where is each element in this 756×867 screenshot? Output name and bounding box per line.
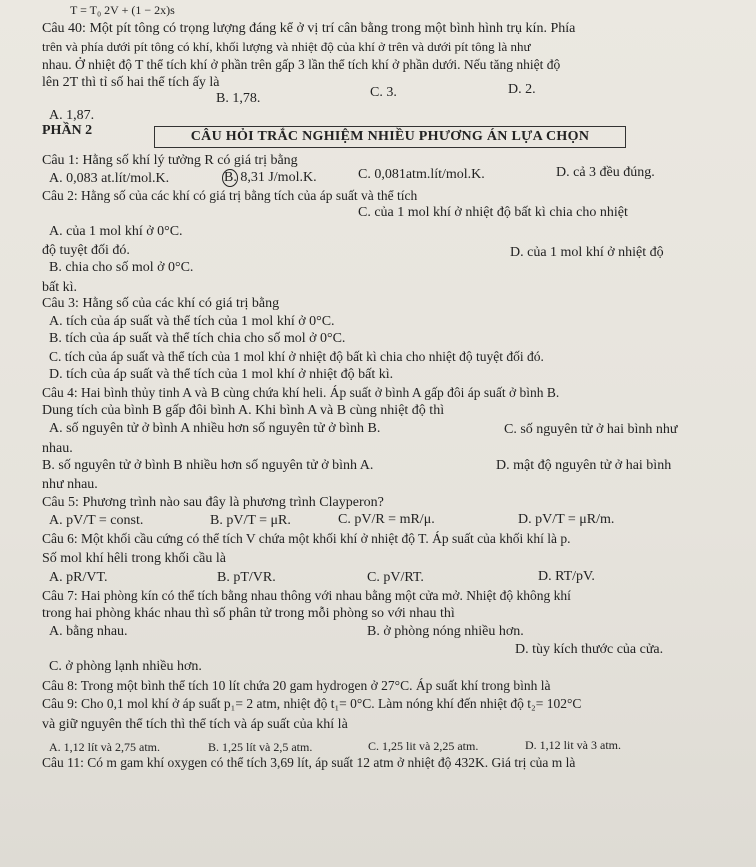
- q3-stem: Câu 3: Hằng số của các khí có giá trị bằng: [42, 296, 280, 311]
- q3-option-b: B. tích của áp suất và thể tích chia cho số mol ở 0°C.: [49, 331, 346, 346]
- q4-option-c: C. số nguyên tử ở hai bình như: [504, 422, 678, 437]
- q11-stem: Câu 11: Có m gam khí oxygen có thể tích 3,69 lít, áp suất 12 atm ở nhiệt độ 432K. Giá trị của m là: [42, 755, 576, 770]
- q40-line4: lên 2T thì tỉ số hai thể tích ấy là: [42, 75, 220, 90]
- q40-line2: trên và phía dưới pít tông có khí, khối lượng và nhiệt độ của khí ở trên và dưới pít tông là như: [42, 39, 531, 54]
- q8-stem: Câu 8: Trong một bình thể tích 10 lít chứa 20 gam hydrogen ở 27°C. Áp suất khí trong bình là: [42, 678, 551, 693]
- q9-option-a: A. 1,12 lít và 2,75 atm.: [49, 740, 160, 754]
- q5-option-d: D. pV/T = μR/m.: [518, 512, 615, 527]
- q1-option-b: B. 8,31 J/mol.K.: [224, 170, 317, 185]
- q40-option-c: C. 3.: [370, 85, 397, 100]
- q9-stem-2: và giữ nguyên thể tích thì thể tích và áp suất của khí là: [42, 717, 348, 732]
- q9-option-d: D. 1,12 lit và 3 atm.: [525, 738, 621, 752]
- q2-option-d: D. của 1 mol khí ở nhiệt độ: [510, 245, 664, 260]
- q6-stem-2: Số mol khí hêli trong khối cầu là: [42, 551, 226, 566]
- q7-option-c: C. ở phòng lạnh nhiều hơn.: [49, 659, 202, 674]
- q5-option-c: C. pV/R = mR/μ.: [338, 512, 435, 527]
- q40-line1: Câu 40: Một pít tông có trọng lượng đáng kể ở vị trí cân bằng trong một bình hình trụ kín. Phía: [42, 21, 576, 36]
- selected-answer-mark: [222, 169, 238, 187]
- q6-option-c: C. pV/RT.: [367, 570, 424, 585]
- q3-option-c: C. tích của áp suất và thể tích của 1 mol khí ở nhiệt độ bất kì chia cho nhiệt độ tuyệt đối đó.: [49, 349, 544, 364]
- q7-option-b: B. ở phòng nóng nhiều hơn.: [367, 624, 524, 639]
- q2-option-c-cont: độ tuyệt đối đó.: [42, 243, 130, 258]
- q4-option-d: D. mật độ nguyên tử ở hai bình: [496, 458, 672, 473]
- q9-stem-1: Câu 9: Cho 0,1 mol khí ở áp suất p₁= 2 atm, nhiệt độ t₁= 0°C. Làm nóng khí đến nhiệt độ t₂= 102°C: [42, 696, 582, 711]
- section-banner: CÂU HỎI TRẮC NGHIỆM NHIỀU PHƯƠNG ÁN LỰA CHỌN: [154, 126, 626, 148]
- q5-option-b: B. pV/T = μR.: [210, 513, 291, 528]
- q2-option-d-cont: bất kì.: [42, 280, 77, 295]
- q9-option-c: C. 1,25 lit và 2,25 atm.: [368, 739, 479, 753]
- q7-option-d: D. tùy kích thước của cửa.: [515, 642, 664, 657]
- q40-option-b: B. 1,78.: [216, 91, 261, 106]
- q6-option-b: B. pT/VR.: [217, 570, 276, 585]
- q40-option-a: A. 1,87.: [49, 108, 95, 123]
- q7-stem-1: Câu 7: Hai phòng kín có thể tích bằng nhau thông với nhau bằng một cửa mở. Nhiệt độ không khí: [42, 588, 571, 603]
- q2-option-a: A. của 1 mol khí ở 0°C.: [49, 224, 183, 239]
- q4-option-a: A. số nguyên tử ở bình A nhiều hơn số nguyên tử ở bình B.: [49, 421, 381, 436]
- q1-stem: Câu 1: Hằng số khí lý tưởng R có giá trị bằng: [42, 153, 298, 168]
- q4-stem-2: Dung tích của bình B gấp đôi bình A. Khi bình A và B cùng nhiệt độ thì: [42, 403, 445, 418]
- part-heading: PHẦN 2: [42, 123, 93, 138]
- q40-line3: nhau. Ở nhiệt độ T thể tích khí ở phần trên gấp 3 lần thể tích khí ở phần dưới. Nếu tăng nhiệt độ: [42, 57, 561, 72]
- q2-stem: Câu 2: Hằng số của các khí có giá trị bằng tích của áp suất và thể tích: [42, 188, 418, 203]
- q3-option-d: D. tích của áp suất và thể tích của 1 mol khí ở nhiệt độ bất kì.: [49, 367, 394, 382]
- q9-option-b: B. 1,25 lít và 2,5 atm.: [208, 740, 313, 754]
- q40-option-d: D. 2.: [508, 82, 536, 97]
- formula-top: T = T₀ 2V + (1 − 2x)s: [70, 3, 175, 17]
- q2-option-b: B. chia cho số mol ở 0°C.: [49, 260, 194, 275]
- q1-option-c: C. 0,081atm.lít/mol.K.: [358, 167, 485, 182]
- q7-option-a: A. bằng nhau.: [49, 624, 128, 639]
- q4-option-b: B. số nguyên tử ở bình B nhiều hơn số nguyên tử ở bình A.: [42, 458, 374, 473]
- q2-option-c: C. của 1 mol khí ở nhiệt độ bất kì chia cho nhiệt: [358, 205, 628, 220]
- q4-stem-1: Câu 4: Hai bình thủy tinh A và B cùng chứa khí heli. Áp suất ở bình A gấp đôi áp suất ở bình B.: [42, 385, 560, 400]
- q6-stem-1: Câu 6: Một khối cầu cứng có thể tích V chứa một khối khí ở nhiệt độ T. Áp suất của khối khí là p.: [42, 531, 571, 546]
- q4-option-d-cont: như nhau.: [42, 477, 98, 492]
- q6-option-d: D. RT/pV.: [538, 569, 595, 584]
- q4-option-c-cont: nhau.: [42, 441, 73, 456]
- q5-stem: Câu 5: Phương trình nào sau đây là phương trình Clayperon?: [42, 495, 384, 510]
- q3-option-a: A. tích của áp suất và thể tích của 1 mol khí ở 0°C.: [49, 314, 335, 329]
- q1-option-a: A. 0,083 at.lít/mol.K.: [49, 171, 170, 186]
- q1-option-d: D. cả 3 đều đúng.: [556, 165, 655, 180]
- q6-option-a: A. pR/VT.: [49, 570, 108, 585]
- q7-stem-2: trong hai phòng khác nhau thì số phân tử trong mỗi phòng so với nhau thì: [42, 606, 455, 621]
- q5-option-a: A. pV/T = const.: [49, 513, 144, 528]
